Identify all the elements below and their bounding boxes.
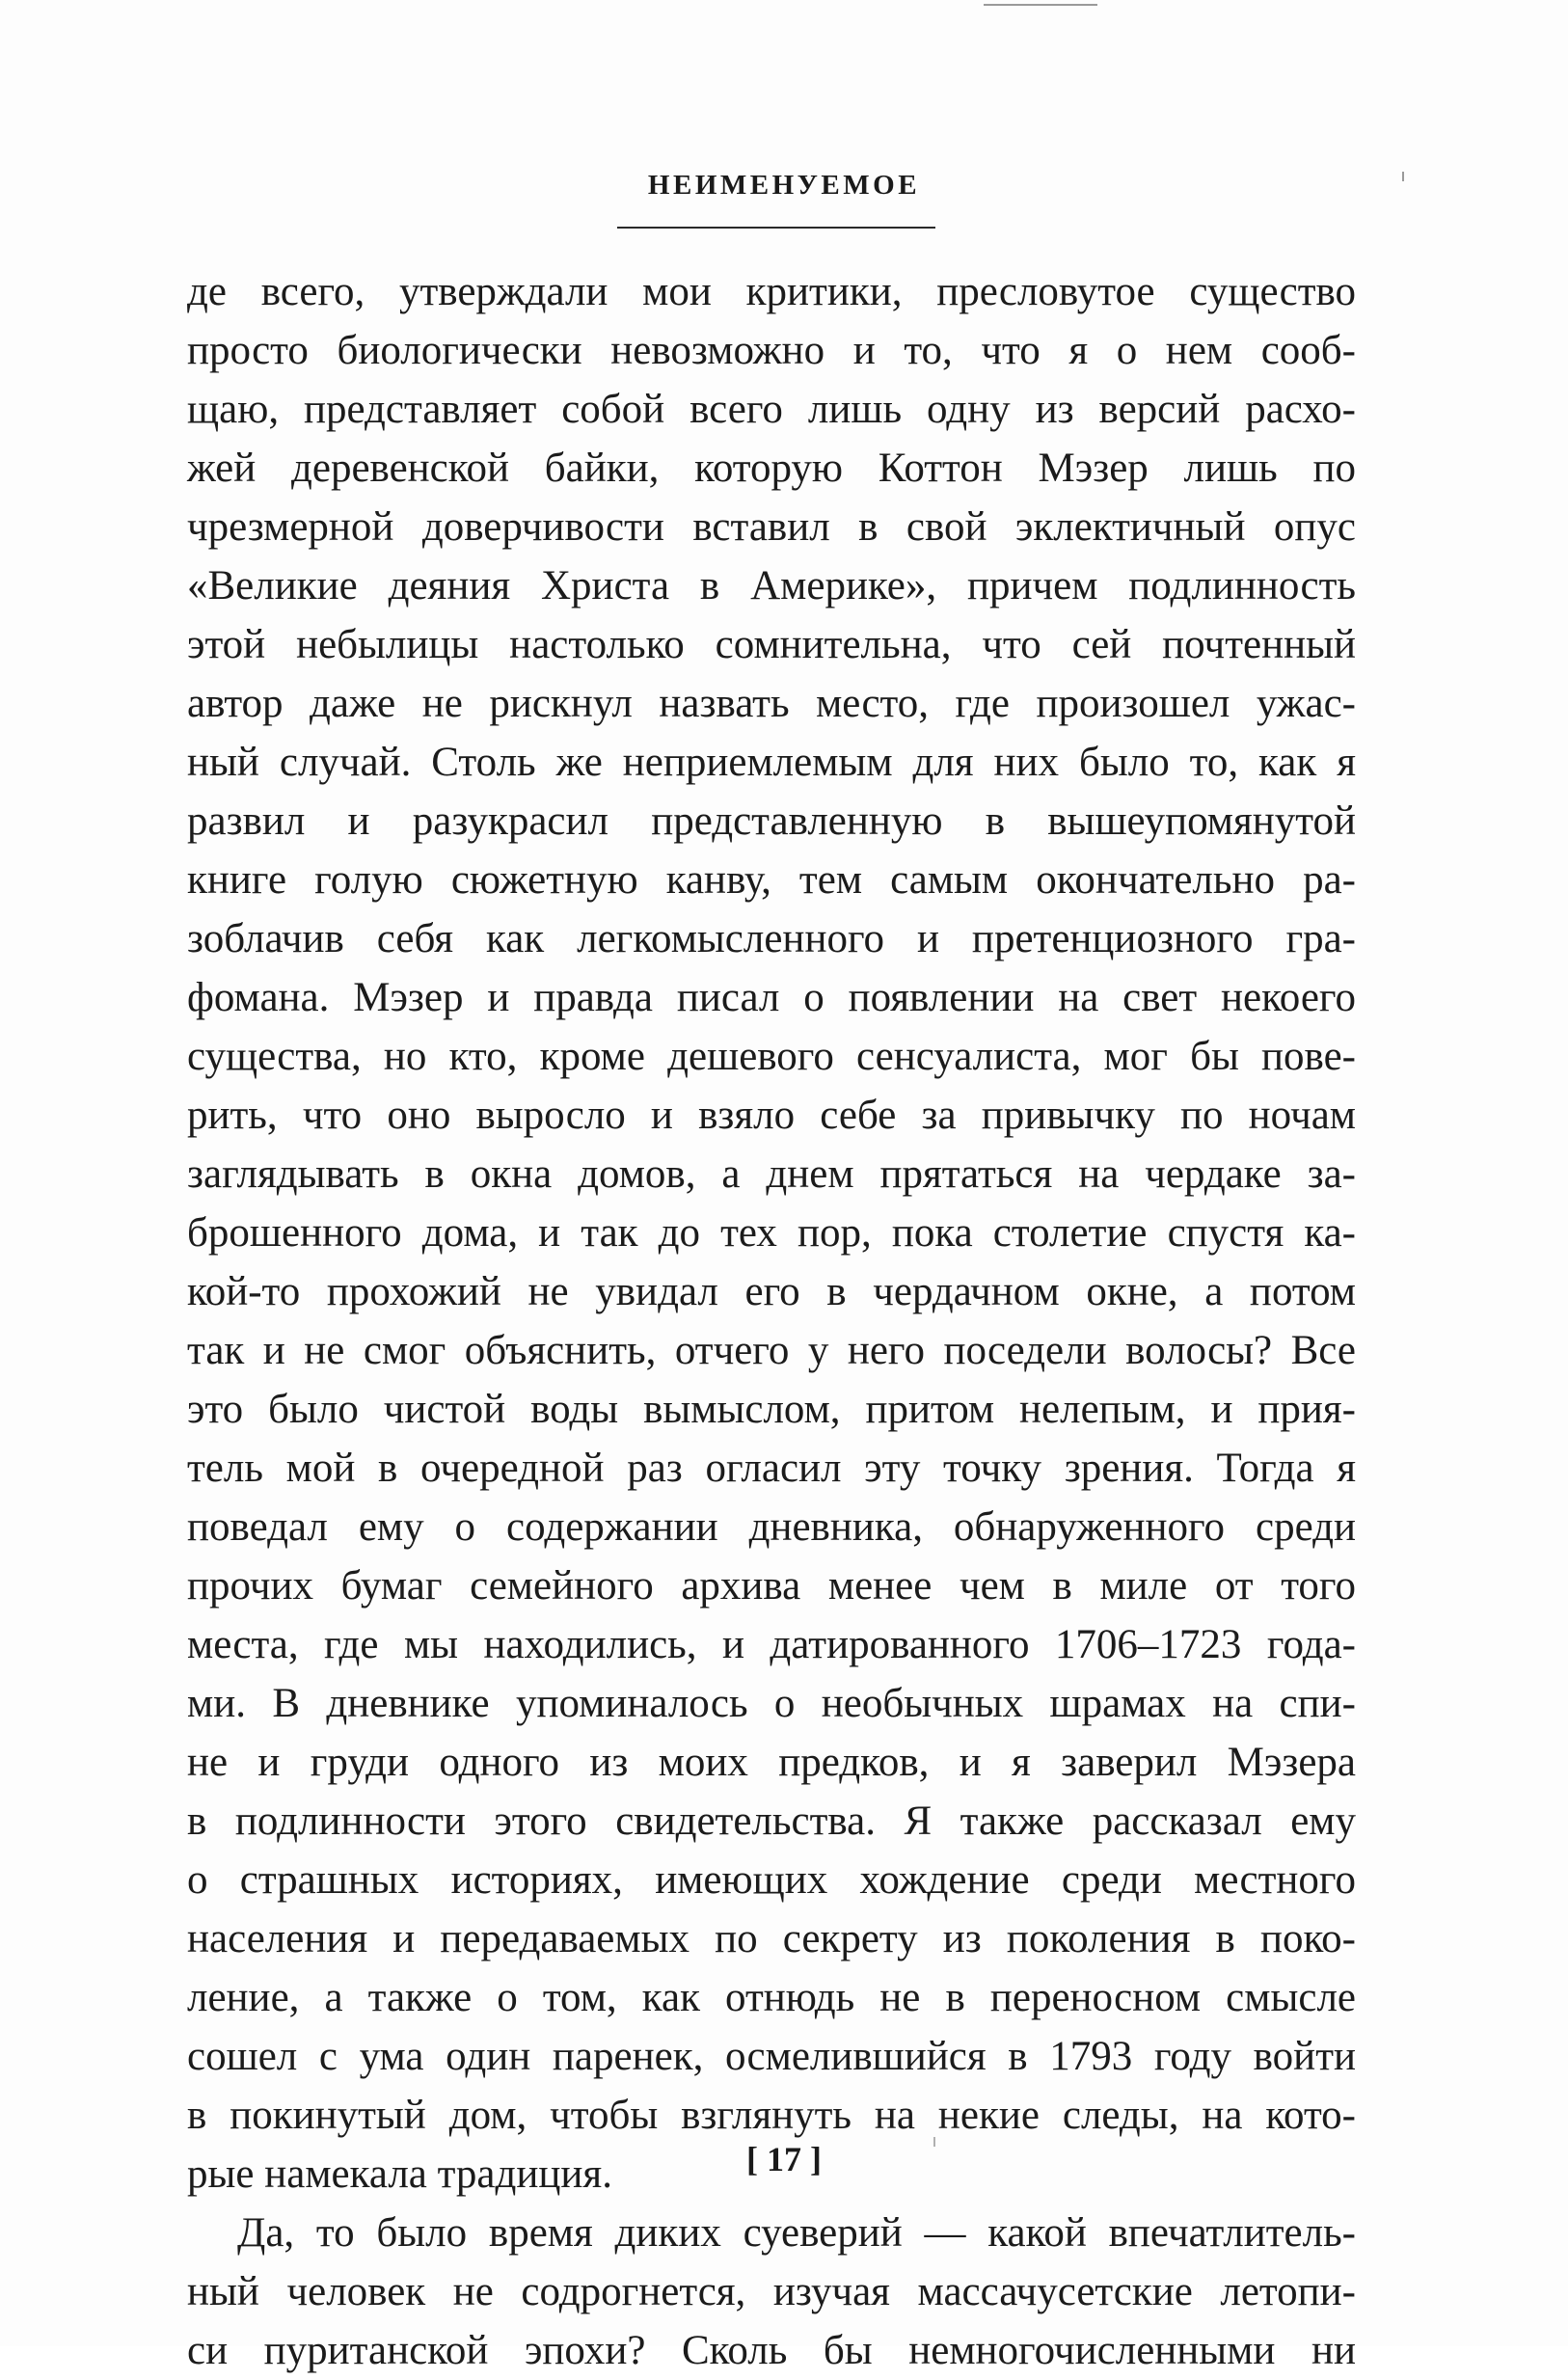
- text-line: поведал ему о содержании дневника, обнаруженного среди: [187, 1504, 1356, 1550]
- text-line: тель мой в очередной раз огласил эту точку зрения. Тогда я: [187, 1446, 1356, 1491]
- text-line: прочих бумаг семейного архива менее чем в миле от того: [187, 1563, 1356, 1609]
- text-line: кой-то прохожий не увидал его в чердачном окне, а потом: [187, 1269, 1356, 1314]
- text-line: автор даже не рискнул назвать место, где произошел ужас-: [187, 681, 1356, 726]
- text-line: в подлинности этого свидетельства. Я также рассказал ему: [187, 1799, 1356, 1844]
- text-line: развил и разукрасил представленную в вышеупомянутой: [187, 798, 1356, 844]
- text-line: книге голую сюжетную канву, тем самым окончательно ра-: [187, 857, 1356, 903]
- text-line: де всего, утверждали мои критики, пресловутое существо: [187, 269, 1356, 314]
- text-line: фомана. Мэзер и правда писал о появлении на свет некоего: [187, 975, 1356, 1020]
- scan-mark-top: [984, 4, 1097, 6]
- running-head: НЕИМЕНУЕМОЕ: [647, 170, 921, 201]
- text-line: существа, но кто, кроме дешевого сенсуалиста, мог бы пове-: [187, 1034, 1356, 1079]
- text-line: рить, что оно выросло и взяло себе за привычку по ночам: [187, 1093, 1356, 1138]
- text-line: не и груди одного из моих предков, и я заверил Мэзера: [187, 1740, 1356, 1785]
- text-line: заглядывать в окна домов, а днем прятаться на чердаке за-: [187, 1151, 1356, 1197]
- text-line: рые намекала традиция.: [187, 2151, 612, 2197]
- text-line: сошел с ума один паренек, осмелившийся в 1793 году войти: [187, 2034, 1356, 2079]
- text-line: Да, то было время диких суеверий — какой впечатлитель-: [237, 2210, 1356, 2256]
- text-line: щаю, представляет собой всего лишь одну из версий расхо-: [187, 387, 1356, 432]
- text-line: просто биологически невозможно и то, что я о нем сооб-: [187, 328, 1356, 373]
- running-head-rule: [617, 227, 935, 229]
- text-line: так и не смог объяснить, отчего у него поседели волосы? Все: [187, 1328, 1356, 1373]
- text-line: брошенного дома, и так до тех пор, пока столетие спустя ка-: [187, 1210, 1356, 1256]
- text-line: это было чистой воды вымыслом, притом нелепым, и прия-: [187, 1387, 1356, 1432]
- text-line: в покинутый дом, чтобы взглянуть на некие следы, на кото-: [187, 2093, 1356, 2138]
- text-line: этой небылицы настолько сомнительна, что сей почтенный: [187, 622, 1356, 667]
- text-line: «Великие деяния Христа в Америке», причем подлинность: [187, 563, 1356, 609]
- paragraph-1: [187, 262, 1356, 2204]
- paragraph-2: [187, 2204, 1356, 2380]
- text-line: о страшных историях, имеющих хождение среди местного: [187, 1857, 1356, 1903]
- text-line: ный случай. Столь же неприемлемым для них было то, как я: [187, 740, 1356, 785]
- body-text: [187, 262, 1356, 2380]
- text-line: си пуританской эпохи? Сколь бы немногочисленными ни: [187, 2328, 1356, 2373]
- text-line: зоблачив себя как легкомысленного и претенциозного гра-: [187, 916, 1356, 961]
- text-line: чрезмерной доверчивости вставил в свой эклектичный опус: [187, 504, 1356, 550]
- text-line: ный человек не содрогнется, изучая массачусетские летопи-: [187, 2269, 1356, 2314]
- text-line: ми. В дневнике упоминалось о необычных шрамах на спи-: [187, 1681, 1356, 1726]
- page-number: [ 17 ]: [746, 2140, 822, 2178]
- text-line: жей деревенской байки, которую Коттон Мэзер лишь по: [187, 446, 1356, 491]
- text-line: ление, а также о том, как отнюдь не в переносном смысле: [187, 1975, 1356, 2020]
- text-line: населения и передаваемых по секрету из поколения в поко-: [187, 1916, 1356, 1961]
- text-line: места, где мы находились, и датированного 1706–1723 года-: [187, 1622, 1356, 1667]
